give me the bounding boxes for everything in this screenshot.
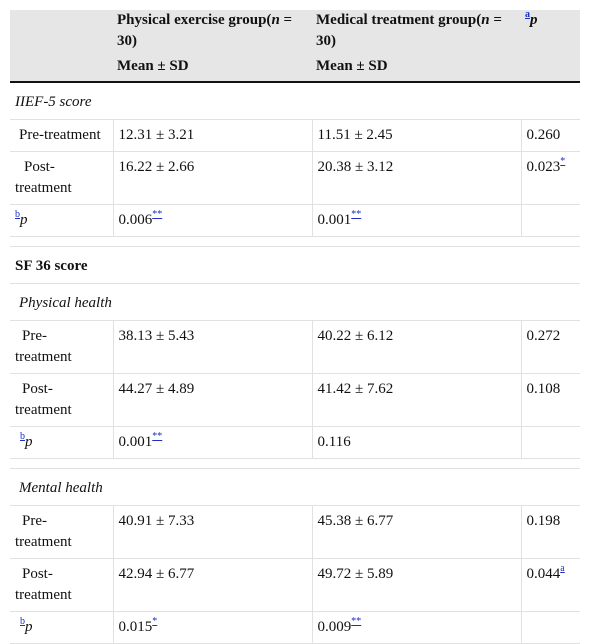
row-label-pre-a: Pre-	[22, 328, 47, 344]
row-label-post-b: treatment	[15, 180, 72, 196]
row-label-post-a: Post-	[22, 381, 53, 397]
section-title-sf36: SF 36 score	[10, 247, 580, 284]
section-title-iief: IIEF-5 score	[10, 82, 580, 120]
cell-pe-value: 38.13 ± 5.43	[113, 321, 312, 374]
cell-p-value: 0.260	[521, 120, 580, 152]
cell-pe-value: 40.91 ± 7.33	[113, 506, 312, 559]
header-pe-n-eq: = 30)	[117, 12, 293, 49]
cell-p-value	[521, 205, 580, 237]
row-label-post-b: treatment	[15, 587, 72, 603]
table-row	[10, 374, 580, 427]
table-header	[10, 10, 580, 82]
header-p-value	[521, 10, 580, 82]
separator-row	[10, 459, 580, 469]
subsection-title-mental: Mental health	[10, 469, 580, 506]
header-p-label: p	[530, 12, 538, 28]
cell-pe-value: 42.94 ± 6.77	[113, 559, 312, 612]
cell-p-value: 0.108	[521, 374, 580, 427]
results-table-container	[10, 10, 580, 644]
bp-label: p	[25, 434, 33, 450]
cell-mt-value: 45.38 ± 6.77	[312, 506, 521, 559]
footnote-b-link[interactable]: b	[20, 431, 25, 442]
results-table	[10, 10, 580, 644]
header-pe-label: Physical exercise group(	[117, 12, 272, 28]
footnote-dstar-link[interactable]: **	[351, 616, 362, 627]
bp-pe-text: 0.001	[118, 434, 153, 450]
cell-mt-value	[312, 612, 521, 644]
header-pe-n: n	[271, 12, 280, 28]
row-label-pre-a: Pre-	[22, 513, 47, 529]
table-row	[10, 559, 580, 612]
cell-p-value	[521, 152, 580, 205]
cell-mt-value: 11.51 ± 2.45	[312, 120, 521, 152]
cell-p-value	[521, 612, 580, 644]
row-label-post-a: Post-	[22, 566, 53, 582]
cell-mt-value: 20.38 ± 3.12	[312, 152, 521, 205]
footnote-b-link[interactable]: b	[20, 616, 25, 627]
row-label-post-b: treatment	[15, 402, 72, 418]
table-row	[10, 612, 580, 644]
section-row-sf36	[10, 247, 580, 284]
subsection-title-physical: Physical health	[10, 284, 580, 321]
footnote-dstar-link[interactable]: **	[351, 209, 362, 220]
row-label-post-a: Post-	[24, 159, 55, 175]
section-row-iief	[10, 82, 580, 120]
row-label-post	[10, 152, 113, 205]
table-row	[10, 321, 580, 374]
footnote-dstar-link[interactable]: **	[152, 431, 163, 442]
bp-mt-text: 0.009	[317, 619, 352, 635]
table-row	[10, 427, 580, 459]
cell-pe-value	[113, 612, 312, 644]
bp-label: p	[20, 212, 28, 228]
row-label-bp	[10, 427, 113, 459]
bp-mt-text: 0.001	[317, 212, 352, 228]
cell-pe-value: 16.22 ± 2.66	[113, 152, 312, 205]
row-label-post	[10, 559, 113, 612]
cell-p-value	[521, 427, 580, 459]
cell-mt-value: 41.42 ± 7.62	[312, 374, 521, 427]
cell-pe-value	[113, 205, 312, 237]
table-row	[10, 506, 580, 559]
separator-row	[10, 237, 580, 247]
table-row	[10, 120, 580, 152]
header-mt-label: Medical treatment group(	[316, 12, 482, 28]
row-label-pre	[10, 506, 113, 559]
bp-pe-text: 0.006	[118, 212, 153, 228]
cell-mt-value: 49.72 ± 5.89	[312, 559, 521, 612]
cell-p-value	[521, 559, 580, 612]
row-label-pre-b: treatment	[15, 349, 72, 365]
cell-mt-value	[312, 205, 521, 237]
cell-mt-value: 40.22 ± 6.12	[312, 321, 521, 374]
footnote-b-link[interactable]: b	[15, 209, 20, 220]
header-mt-n: n	[481, 12, 490, 28]
bp-label: p	[25, 619, 33, 635]
cell-pe-value: 44.27 ± 4.89	[113, 374, 312, 427]
footnote-a-link[interactable]: a	[560, 563, 565, 574]
row-label-pre-b: treatment	[15, 534, 72, 550]
row-label-pre	[10, 321, 113, 374]
header-empty-cell	[10, 10, 113, 82]
cell-mt-value: 0.116	[312, 427, 521, 459]
header-physical-exercise	[113, 10, 312, 82]
row-label-post	[10, 374, 113, 427]
p-value-text: 0.023	[526, 159, 561, 175]
row-label-pre: Pre-treatment	[10, 120, 113, 152]
footnote-dstar-link[interactable]: **	[152, 209, 163, 220]
footnote-star-link[interactable]: *	[152, 616, 158, 627]
table-row	[10, 152, 580, 205]
p-value-text: 0.044	[526, 566, 561, 582]
cell-p-value: 0.272	[521, 321, 580, 374]
subsection-row-physical	[10, 284, 580, 321]
footnote-star-link[interactable]: *	[560, 156, 566, 167]
subsection-row-mental	[10, 469, 580, 506]
cell-p-value: 0.198	[521, 506, 580, 559]
row-label-bp	[10, 205, 113, 237]
header-medical-treatment	[312, 10, 521, 82]
table-row	[10, 205, 580, 237]
row-label-bp	[10, 612, 113, 644]
cell-pe-value: 12.31 ± 3.21	[113, 120, 312, 152]
header-mt-mean-sd: Mean ± SD	[316, 58, 388, 74]
cell-pe-value	[113, 427, 312, 459]
header-pe-mean-sd: Mean ± SD	[117, 58, 189, 74]
bp-pe-text: 0.015	[118, 619, 153, 635]
footnote-a-link[interactable]: a	[525, 9, 530, 20]
header-mt-n-eq: = 30)	[316, 12, 502, 49]
